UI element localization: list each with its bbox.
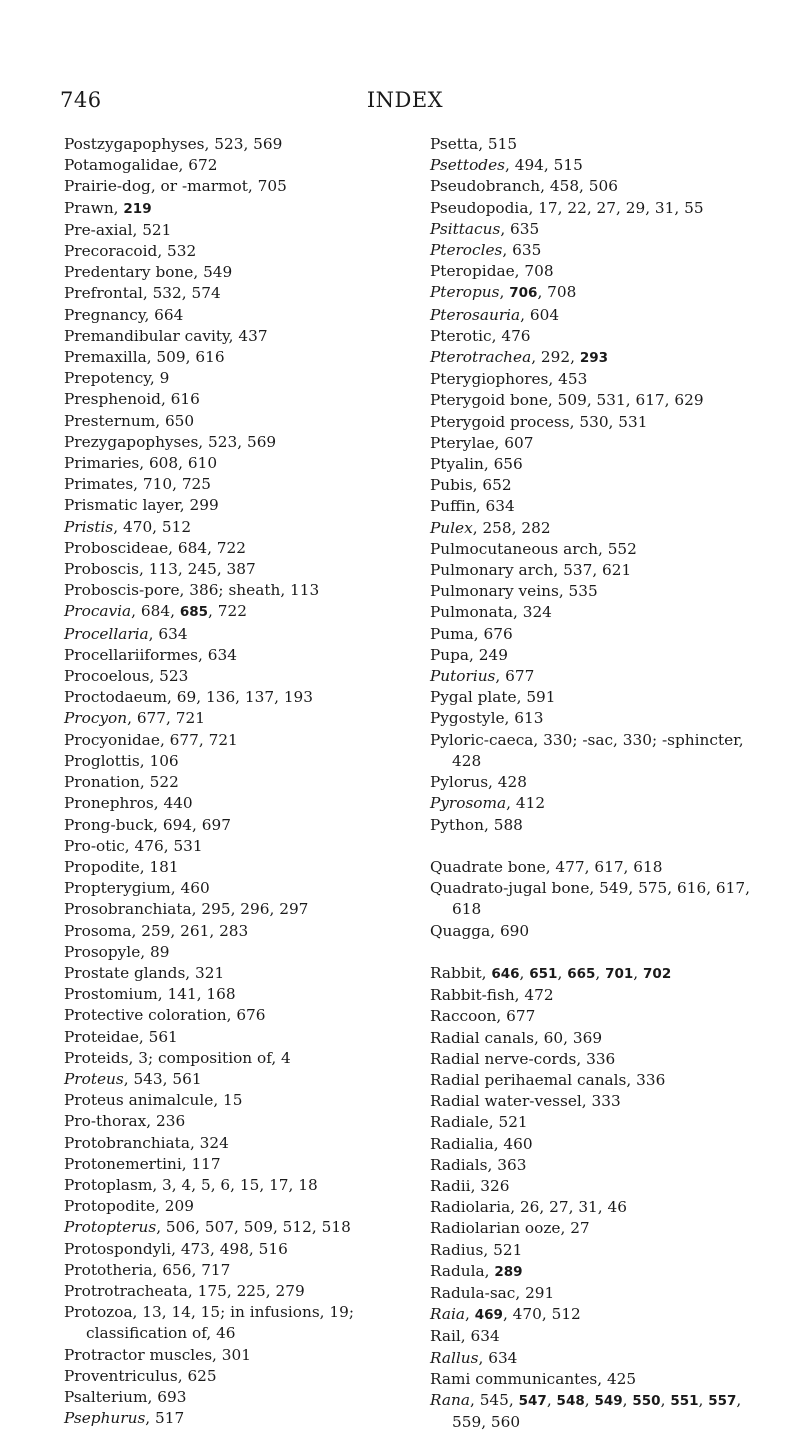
index-entry (430, 1283, 775, 1304)
index-entry (64, 474, 399, 495)
index-entry (64, 708, 399, 729)
index-entry-segment: Prosobranchiata, 295, 296, 297 (64, 900, 309, 919)
index-entry (430, 602, 775, 623)
index-entry-segment: Pregnancy, 664 (64, 305, 184, 324)
index-entry (64, 538, 399, 559)
index-entry-segment: Pronation, 522 (64, 773, 179, 792)
index-entry-segment: Procyonidae, 677, 721 (64, 730, 238, 749)
index-entry (64, 601, 399, 623)
index-entry (64, 1111, 399, 1132)
index-entry (430, 326, 775, 347)
index-entry-segment: , 684, (131, 602, 180, 621)
index-entry-segment: Radial water-vessel, 333 (430, 1092, 621, 1111)
index-entry (64, 368, 399, 389)
index-entry-segment: Primates, 710, 725 (64, 475, 212, 494)
index-entry-segment: Radiolaria, 26, 27, 31, 46 (430, 1198, 627, 1217)
index-entry-segment: , 258, 282 (472, 518, 551, 537)
index-entry-segment: Prezygapophyses, 523, 569 (64, 432, 277, 451)
index-entry-segment: Protospondyli, 473, 498, 516 (64, 1239, 288, 1258)
index-entry-segment: Protopterus (64, 1218, 157, 1237)
index-entry (64, 283, 399, 304)
index-entry-segment: Pterygoid bone, 509, 531, 617, 629 (430, 391, 704, 410)
index-entry-segment: Propodite, 181 (64, 857, 179, 876)
index-entry-segment: Pyloric-caeca, 330; -sac, 330; -sphincter, 428 (430, 730, 744, 770)
index-entry (64, 1281, 399, 1302)
index-entry (430, 1218, 775, 1239)
index-entry-segment: 550 (632, 1392, 661, 1409)
index-entry (430, 240, 775, 261)
index-entry (64, 836, 399, 857)
index-entry-segment: Quadrate bone, 477, 617, 618 (430, 857, 663, 876)
index-entry-segment: Pylorus, 428 (430, 773, 527, 792)
index-entry (64, 899, 399, 920)
index-entry (64, 645, 399, 666)
index-entry (64, 1217, 399, 1238)
index-entry-segment: Radii, 326 (430, 1176, 510, 1195)
index-entry-segment: Predentary bone, 549 (64, 263, 233, 282)
index-entry (64, 1005, 399, 1026)
index-entry (64, 857, 399, 878)
running-head-title: INDEX (366, 88, 444, 112)
index-entry (64, 751, 399, 772)
index-entry (430, 412, 775, 433)
index-entry (64, 772, 399, 793)
index-column-left (64, 134, 399, 1429)
index-entry (64, 1366, 399, 1387)
index-entry-segment: Protoplasm, 3, 4, 5, 6, 15, 17, 18 (64, 1175, 318, 1194)
index-entry (64, 963, 399, 984)
index-entry (64, 1090, 399, 1111)
index-entry-segment: , (557, 963, 568, 982)
index-entry (430, 645, 775, 666)
index-entry-segment: , 470, 512 (113, 517, 192, 536)
index-entry (64, 1175, 399, 1196)
index-entry (430, 1176, 775, 1197)
index-entry-segment: Pulex (430, 518, 473, 537)
index-entry (64, 559, 399, 580)
index-entry (64, 134, 399, 155)
index-entry-segment: 665 (567, 965, 596, 982)
index-entry (64, 326, 399, 347)
index-entry-segment: 293 (579, 350, 609, 367)
index-entry-segment: , 634 (148, 624, 188, 643)
index-entry-segment: Pseudobranch, 458, 506 (430, 177, 618, 196)
index-entry (430, 963, 775, 985)
page-number: 746 (60, 88, 102, 112)
index-entry-segment: Prismatic layer, 299 (64, 496, 219, 515)
index-entry-segment: Proctodaeum, 69, 136, 137, 193 (64, 688, 314, 707)
index-entry (64, 347, 399, 368)
index-entry-segment: Rail, 634 (430, 1327, 500, 1346)
index-entry (64, 1302, 399, 1344)
index-entry-segment: Puma, 676 (430, 624, 513, 643)
section-gap (430, 942, 775, 963)
index-entry (64, 432, 399, 453)
index-entry (64, 1133, 399, 1154)
index-entry-segment: , (499, 283, 510, 302)
index-entry (64, 241, 399, 262)
index-entry-segment: Rami communicantes, 425 (430, 1369, 637, 1388)
index-entry-segment: Raccoon, 677 (430, 1007, 536, 1026)
index-entry-segment: Pulmocutaneous arch, 552 (430, 539, 637, 558)
index-entry (64, 942, 399, 963)
index-entry-segment: Radiolarian ooze, 27 (430, 1219, 590, 1238)
index-entry-segment: Proteidae, 561 (64, 1027, 178, 1046)
index-entry (64, 666, 399, 687)
index-entry-segment: 547 (518, 1392, 547, 1409)
index-entry-segment: Pterocles (430, 241, 503, 260)
index-entry (430, 1369, 775, 1390)
index-entry (64, 1154, 399, 1175)
index-entry-segment: , (633, 963, 644, 982)
index-entry (64, 1027, 399, 1048)
index-entry (430, 134, 775, 155)
index-entry (430, 1049, 775, 1070)
index-entry (430, 1390, 775, 1433)
index-entry-segment: , 634 (478, 1348, 518, 1367)
index-entry (430, 454, 775, 475)
index-entry (430, 1006, 775, 1027)
index-entry-segment: , 677 (495, 667, 535, 686)
index-entry-segment: Pristis (64, 517, 114, 536)
index-entry-segment: Puffin, 634 (430, 497, 515, 516)
index-entry (64, 815, 399, 836)
index-entry (430, 1261, 775, 1283)
index-entry-segment: Premandibular cavity, 437 (64, 326, 268, 345)
index-entry-segment: , (660, 1390, 671, 1409)
index-entry (64, 624, 399, 645)
index-entry-segment: 702 (643, 965, 672, 982)
index-entry-segment: 548 (556, 1392, 585, 1409)
index-entry (430, 772, 775, 793)
index-column-right (430, 134, 775, 1433)
index-entry (430, 282, 775, 304)
index-entry (430, 1155, 775, 1176)
index-entry-segment: Premaxilla, 509, 616 (64, 348, 225, 367)
index-entry-segment: 551 (670, 1392, 699, 1409)
index-entry (430, 793, 775, 814)
index-entry-segment: Pronephros, 440 (64, 794, 193, 813)
index-entry-segment: Prawn, (64, 198, 124, 217)
index-entry-segment: Pre-axial, 521 (64, 220, 172, 239)
index-entry (64, 687, 399, 708)
index-entry-segment: 685 (179, 604, 208, 621)
index-entry-segment: Propterygium, 460 (64, 879, 210, 898)
index-entry-segment: , 470, 512 (502, 1305, 581, 1324)
index-entry-segment: Radula-sac, 291 (430, 1283, 555, 1302)
index-entry (64, 1408, 399, 1429)
index-entry-segment: Pteropus (430, 283, 500, 302)
index-entry-segment: Rabbit, (430, 963, 492, 982)
index-entry-segment: Psalterium, 693 (64, 1387, 187, 1406)
index-entry-segment: Protopodite, 209 (64, 1197, 194, 1216)
index-entry (64, 453, 399, 474)
index-entry-segment: , 635 (502, 241, 542, 260)
index-entry-segment: Radial perihaemal canals, 336 (430, 1070, 666, 1089)
index-entry (430, 730, 775, 772)
index-entry-segment: , (622, 1390, 633, 1409)
index-entry (430, 433, 775, 454)
index-entry-segment: Rallus (430, 1348, 479, 1367)
index-entry-segment: , 506, 507, 509, 512, 518 (156, 1218, 351, 1237)
index-entry-segment: Prostomium, 141, 168 (64, 985, 236, 1004)
index-entry-segment: Proboscideae, 684, 722 (64, 538, 246, 557)
index-entry-segment: Pro-thorax, 236 (64, 1112, 186, 1131)
index-entry-segment: , 635 (500, 219, 540, 238)
index-entry-segment: Quagga, 690 (430, 921, 530, 940)
index-entry-segment: Proglottis, 106 (64, 751, 179, 770)
index-entry-segment: , 412 (506, 794, 546, 813)
index-entry-segment: Psephurus (64, 1409, 146, 1428)
index-entry-segment: Rabbit-fish, 472 (430, 986, 554, 1005)
index-entry (430, 1348, 775, 1369)
index-entry (430, 857, 775, 878)
index-entry-segment: , (584, 1390, 595, 1409)
index-entry (64, 389, 399, 410)
index-entry-segment: Proteus animalcule, 15 (64, 1091, 243, 1110)
index-entry (64, 198, 399, 220)
index-entry-segment: Rana (430, 1390, 470, 1409)
index-entry-segment: Procellariiformes, 634 (64, 645, 237, 664)
index-entry-segment: Procavia (64, 602, 132, 621)
index-entry (430, 539, 775, 560)
index-entry-segment: Radial nerve-cords, 336 (430, 1049, 616, 1068)
index-entry-segment: Pterotrachea (430, 348, 532, 367)
index-entry-segment: Radula, (430, 1261, 495, 1280)
index-entry-segment: Quadrato-jugal bone, 549, 575, 616, 617, 618 (430, 879, 750, 919)
index-entry (430, 687, 775, 708)
index-entry-segment: Radialia, 460 (430, 1134, 533, 1153)
index-entry (64, 793, 399, 814)
index-entry-segment: 289 (494, 1263, 523, 1280)
index-entry-segment: Pulmonary arch, 537, 621 (430, 561, 632, 580)
index-entry (64, 495, 399, 516)
index-entry (64, 921, 399, 942)
index-entry-segment: Protonemertini, 117 (64, 1154, 221, 1173)
index-entry (430, 176, 775, 197)
index-entry (430, 666, 775, 687)
index-entry (430, 560, 775, 581)
index-entry-segment: , 292, (531, 348, 580, 367)
index-entry-segment: Radiale, 521 (430, 1113, 528, 1132)
index-entry-segment: Proboscis, 113, 245, 387 (64, 560, 256, 579)
index-entry-segment: Pteropidae, 708 (430, 262, 554, 281)
index-entry (430, 305, 775, 326)
index-entry-segment: Radial canals, 60, 369 (430, 1028, 603, 1047)
index-entry (64, 1260, 399, 1281)
index-entry (430, 1028, 775, 1049)
index-entry-segment: Prefrontal, 532, 574 (64, 284, 221, 303)
index-entry (430, 1197, 775, 1218)
index-entry-segment: Pubis, 652 (430, 476, 512, 495)
index-entry (430, 369, 775, 390)
index-entry-segment: Presternum, 650 (64, 411, 195, 430)
index-entry (64, 984, 399, 1005)
index-entry-segment: 651 (529, 965, 558, 982)
index-entry-segment: 219 (123, 200, 152, 217)
index-entry (430, 1070, 775, 1091)
index-entry-segment: Prosopyle, 89 (64, 942, 170, 961)
index-entry-segment: , (546, 1390, 557, 1409)
index-entry-segment: Pro-otic, 476, 531 (64, 836, 203, 855)
index-entry (430, 347, 775, 369)
index-entry-segment: Prepotency, 9 (64, 369, 170, 388)
index-entry-segment: Prosoma, 259, 261, 283 (64, 921, 249, 940)
index-entry-segment: 549 (594, 1392, 623, 1409)
index-entry-segment: Pyrosoma (430, 794, 507, 813)
index-entry (430, 155, 775, 176)
index-entry-segment: Protractor muscles, 301 (64, 1345, 251, 1364)
index-entry (430, 708, 775, 729)
index-entry (64, 176, 399, 197)
index-entry (430, 1112, 775, 1133)
index-entry-segment: Presphenoid, 616 (64, 390, 200, 409)
index-entry (64, 878, 399, 899)
index-entry-segment: , 543, 561 (123, 1069, 202, 1088)
index-entry-segment: Pseudopodia, 17, 22, 27, 29, 31, 55 (430, 198, 704, 217)
index-entry-segment: , (465, 1305, 475, 1324)
index-entry-segment: , 708 (537, 283, 577, 302)
index-entry (64, 1239, 399, 1260)
index-entry-segment: Procyon (64, 709, 128, 728)
index-entry-segment: , 559, 560 (452, 1390, 742, 1432)
index-entry (430, 878, 775, 920)
index-entry-segment: 469 (474, 1307, 503, 1324)
index-entry (430, 219, 775, 240)
index-entry (64, 1387, 399, 1408)
index-entry-segment: Proboscis-pore, 386; sheath, 113 (64, 581, 320, 600)
index-entry (64, 305, 399, 326)
index-entry-segment: Procoelous, 523 (64, 667, 189, 686)
index-entry-segment: Pygal plate, 591 (430, 688, 556, 707)
index-entry (430, 518, 775, 539)
index-entry-segment: , 545, (469, 1390, 519, 1409)
index-entry (64, 262, 399, 283)
index-entry (430, 921, 775, 942)
index-entry-segment: Psetta, 515 (430, 135, 518, 153)
index-entry (64, 1196, 399, 1217)
index-entry-segment: 706 (509, 285, 538, 302)
index-entry-segment: Pulmonata, 324 (430, 603, 552, 622)
index-entry-segment: , 604 (520, 305, 560, 324)
index-entry-segment: Prong-buck, 694, 697 (64, 815, 231, 834)
index-entry (430, 1304, 775, 1326)
index-entry (64, 1069, 399, 1090)
index-entry-segment: 701 (605, 965, 634, 982)
section-gap (430, 836, 775, 857)
index-entry-segment: Protobranchiata, 324 (64, 1133, 229, 1152)
index-entry-segment: Ptyalin, 656 (430, 455, 523, 474)
index-entry-segment: Pterotic, 476 (430, 326, 531, 345)
index-entry (430, 1134, 775, 1155)
index-entry-segment: Psittacus (430, 219, 501, 238)
index-entry-segment: , 722 (208, 602, 247, 621)
index-entry-segment: Raia (430, 1305, 466, 1324)
index-entry-segment: Radials, 363 (430, 1155, 527, 1174)
index-entry-segment: Prairie-dog, or -marmot, 705 (64, 177, 287, 196)
index-entry-segment: Python, 588 (430, 815, 523, 834)
index-entry (64, 580, 399, 601)
index-entry-segment: Proventriculus, 625 (64, 1366, 217, 1385)
index-entry-segment: Protozoa, 13, 14, 15; in infusions, 19; classification of, 46 (64, 1303, 355, 1343)
index-entry-segment: Pterylae, 607 (430, 433, 534, 452)
index-entry-segment: , (698, 1390, 709, 1409)
index-entry-segment: , 494, 515 (504, 156, 583, 175)
index-entry (430, 1326, 775, 1347)
index-entry (64, 1048, 399, 1069)
index-entry (430, 496, 775, 517)
index-entry-segment: Protrotracheata, 175, 225, 279 (64, 1281, 305, 1300)
index-entry (430, 985, 775, 1006)
index-entry-segment: , (519, 963, 530, 982)
index-entry-segment: , (595, 963, 606, 982)
index-entry (430, 815, 775, 836)
index-entry (64, 730, 399, 751)
index-entry-segment: Procellaria (64, 624, 149, 643)
index-entry-segment: , 517 (145, 1409, 185, 1428)
index-entry (64, 155, 399, 176)
index-entry-segment: Prostate glands, 321 (64, 963, 225, 982)
index-entry (64, 220, 399, 241)
index-entry-segment: Precoracoid, 532 (64, 242, 197, 261)
index-entry (430, 1091, 775, 1112)
index-entry (430, 261, 775, 282)
index-entry-segment: Pterosauria (430, 305, 521, 324)
index-entry-segment: Pupa, 249 (430, 645, 508, 664)
index-entry-segment: Pulmonary veins, 535 (430, 582, 598, 601)
index-entry-segment: Potamogalidae, 672 (64, 156, 218, 175)
index-entry-segment: Psettodes (430, 156, 505, 175)
index-entry (430, 624, 775, 645)
index-entry-segment: Radius, 521 (430, 1240, 523, 1259)
index-entry (430, 475, 775, 496)
index-entry (64, 411, 399, 432)
index-entry (64, 1345, 399, 1366)
index-entry-segment: Protective coloration, 676 (64, 1006, 266, 1025)
index-entry-segment: Prototheria, 656, 717 (64, 1260, 231, 1279)
index-entry-segment: Pygostyle, 613 (430, 709, 544, 728)
index-entry (430, 1240, 775, 1261)
index-entry (64, 517, 399, 538)
index-entry-segment: , 677, 721 (127, 709, 205, 728)
index-entry-segment: Pterygoid process, 530, 531 (430, 412, 648, 431)
index-entry (430, 390, 775, 411)
index-entry-segment: Proteids, 3; composition of, 4 (64, 1048, 291, 1067)
index-entry-segment: Proteus (64, 1069, 124, 1088)
index-entry-segment: Pterygiophores, 453 (430, 370, 588, 389)
index-entry-segment: Postzygapophyses, 523, 569 (64, 135, 283, 153)
index-entry (430, 198, 775, 219)
index-entry-segment: 557 (708, 1392, 737, 1409)
index-entry-segment: Primaries, 608, 610 (64, 454, 218, 473)
page-header (60, 88, 750, 118)
index-entry-segment: 646 (491, 965, 520, 982)
index-entry-segment: Putorius (430, 667, 496, 686)
index-entry (430, 581, 775, 602)
